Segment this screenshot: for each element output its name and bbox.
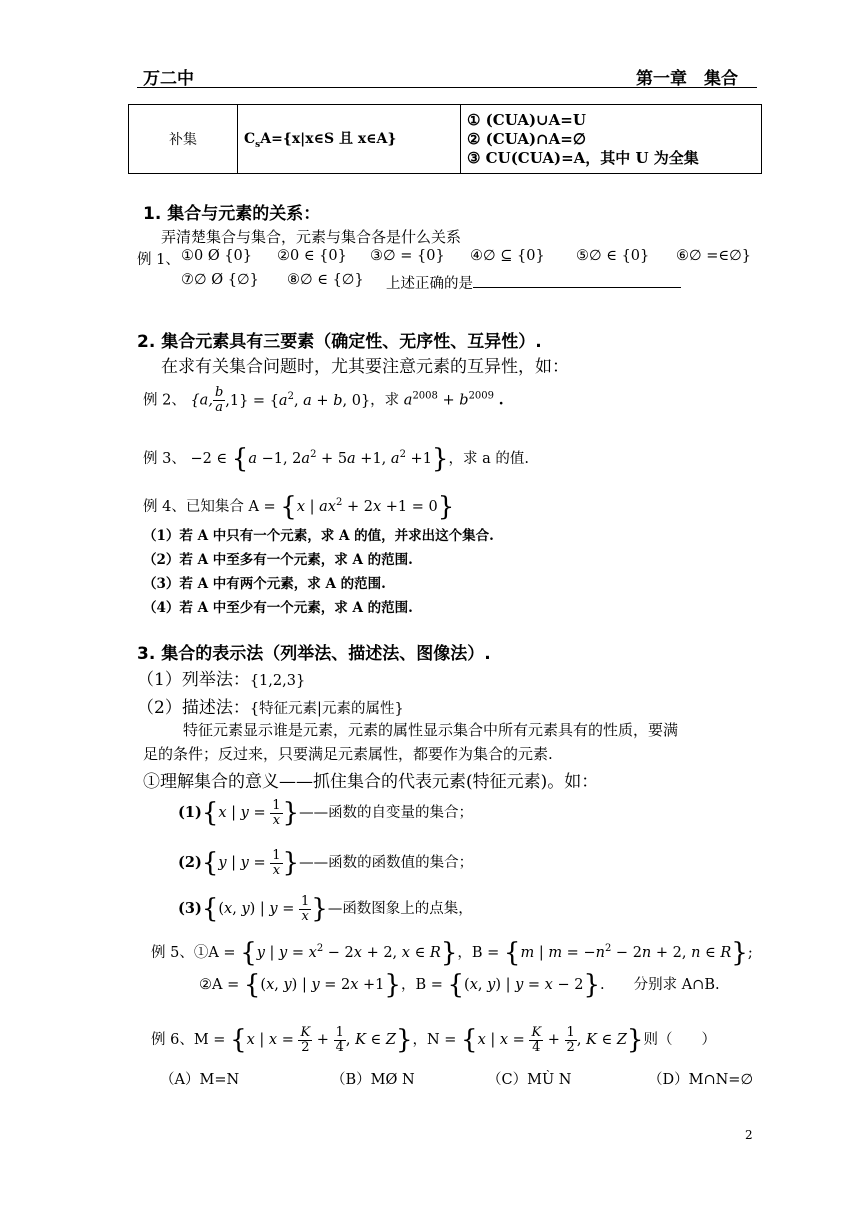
example-6-label: 例 6、 <box>151 1032 194 1048</box>
example-6-option: （D）M∩N=∅ <box>648 1072 754 1088</box>
example-1-item: ⑦∅ Ø {∅} <box>181 272 259 288</box>
table-prop: ① (CUA)∪A=U <box>467 110 586 129</box>
example-6-option: （C）MÙ N <box>487 1072 572 1088</box>
section-1-title: 1. 集合与元素的关系： <box>143 204 321 224</box>
example-4-part: （2）若 A 中至多有一个元素，求 A 的范围. <box>143 552 413 568</box>
section-2-desc: 在求有关集合问题时，尤其要注意元素的互异性，如： <box>161 357 569 377</box>
example-1-item: ①0 Ø {0} <box>181 248 253 264</box>
example-6-option: （B）MØ N <box>331 1072 415 1088</box>
example-6: 例 6、M = {x | x = $\frac{K}{2}$ + $\frac{1}{4}$ , K ∈ Z}，N = {x | x = $\frac{K}{4}$ + $\frac{1}{2}$ , K ∈ Z}则（ ） <box>151 1024 716 1055</box>
method-2: （2）描述法：{特征元素|元素的属性} <box>137 698 404 718</box>
complement-table <box>128 104 762 174</box>
example-5-label: 例 5、 <box>151 945 194 961</box>
table-prop: ② (CUA)∩A=∅ <box>467 129 586 148</box>
example-4: 例 4、已知集合 A = {x | $ax^2 + 2x +1 = 0$} <box>143 492 455 522</box>
example-4-part: （1）若 A 中只有一个元素，求 A 的值，并求出这个集合. <box>143 528 494 544</box>
example-5-line-1: 例 5、①A = {y | $y = x^2 - 2x + 2$, x ∈ R}，B = {m | $m = -n^2 - 2n + 2$, n ∈ R}; <box>151 938 753 968</box>
example-1-item: ②0 ∈ {0} <box>277 248 347 264</box>
example-expr-3: (3){(x, y) | y = $\frac{1}{x}$ }—函数图象上的点集， <box>178 893 473 924</box>
example-expr-1: (1){x | y = $\frac{1}{x}$ }——函数的自变量的集合； <box>178 797 474 828</box>
table-prop: ③ CU(CUA)=A，其中 U 为全集 <box>467 148 699 167</box>
paragraph-line: 特征元素显示谁是元素，元素的属性显示集合中所有元素具有的性质，要满 <box>183 721 679 739</box>
example-6-option: （A）M=N <box>160 1072 240 1088</box>
example-1-label: 例 1、 <box>137 252 180 268</box>
example-2-label: 例 2、 <box>143 392 186 409</box>
point-1: ①理解集合的意义——抓住集合的代表元素(特征元素)。如： <box>143 772 599 792</box>
example-3: 例 3、 −2 ∈ {a −1, $2a^2 + 5a +1$, $a^2 +1$}，求 a 的值. <box>143 444 529 474</box>
paragraph-line: 足的条件；反过来，只要满足元素属性，都要作为集合的元素. <box>143 745 553 763</box>
answer-blank <box>473 273 681 288</box>
header-left: 万二中 <box>143 69 194 89</box>
table-def: $C_sA=\{x|x\in S$ 且 x∈A} <box>244 131 397 150</box>
table-name-cell <box>129 105 238 174</box>
example-1-question: 上述正确的是 <box>386 272 681 293</box>
method-1: （1）列举法：{1,2,3} <box>137 670 306 690</box>
example-4-part: （4）若 A 中至少有一个元素，求 A 的范围. <box>143 600 413 616</box>
section-3-title: 3. 集合的表示法（列举法、描述法、图像法）. <box>137 644 491 664</box>
example-5-line-2: ②A = {(x, y) | y = 2x +1}，B = {(x, y) | y = x − 2}. 分别求 A∩B. <box>199 970 720 1000</box>
section-1-desc: 弄清楚集合与集合，元素与集合各是什么关系 <box>161 228 462 246</box>
example-1-item: ⑤∅ ∈ {0} <box>576 248 650 264</box>
header-rule <box>137 87 757 88</box>
example-1-item: ⑥∅ =∈∅} <box>676 248 751 264</box>
table-name: 补集 <box>169 132 197 148</box>
table-def-cell <box>238 105 461 174</box>
section-2-title: 2. 集合元素具有三要素（确定性、无序性、互异性）. <box>137 332 542 352</box>
example-1-item: ④∅ ⊆ {0} <box>470 248 545 264</box>
example-4-label: 例 4、已知集合 <box>143 499 244 515</box>
example-expr-2: (2){y | y = $\frac{1}{x}$ }——函数的函数值的集合； <box>178 847 474 878</box>
page-number: 2 <box>745 1128 753 1142</box>
example-1-item: ③∅ = {0} <box>370 248 445 264</box>
example-1-item: ⑧∅ ∈ {∅} <box>287 272 364 288</box>
table-props-cell <box>461 105 762 174</box>
example-2: 例 2、 {a, $\frac{b}{a}$ $,1\} = \{a^2$, a + b, 0}，求 $a^{2008} + b^{2009}$ . <box>143 385 504 415</box>
header-right: 第一章 集合 <box>636 69 738 89</box>
example-4-part: （3）若 A 中有两个元素，求 A 的范围. <box>143 576 386 592</box>
example-3-label: 例 3、 <box>143 451 186 467</box>
